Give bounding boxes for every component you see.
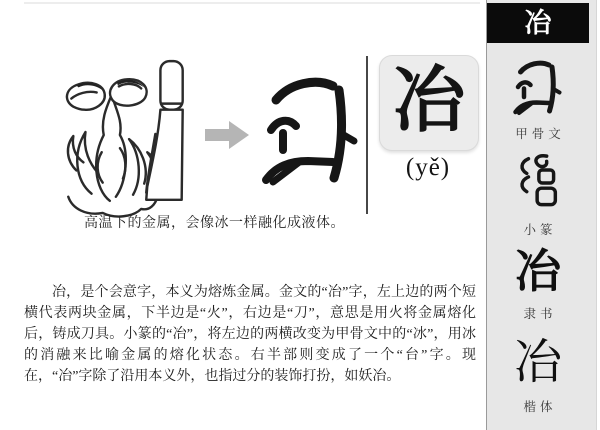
oracle-bone-glyph: [509, 52, 567, 122]
right-arrow-icon: [205, 119, 251, 151]
glyph-divider: [366, 56, 368, 214]
modern-char: 冶: [392, 61, 465, 141]
script-label-small-seal: 小篆: [523, 223, 557, 237]
script-entry-kaiti: [487, 334, 589, 392]
sidebar-header: [487, 3, 589, 43]
illustration-caption: 高温下的金属，会像冰一样融化成液体。: [84, 216, 345, 231]
script-entry-lishu: [487, 244, 589, 300]
kaiti-char: 冶: [513, 336, 562, 389]
bronze-script-glyph: [256, 60, 366, 200]
pinyin: (yě): [405, 154, 451, 181]
lishu-char: 冶: [515, 246, 561, 297]
small-seal-glyph: [512, 150, 564, 216]
script-entry-oracle-bone: [487, 52, 589, 122]
script-label-kaiti: 楷体: [523, 400, 557, 414]
sidebar: [486, 0, 597, 430]
smelting-illustration: [46, 48, 208, 220]
script-label-lishu: 隶书: [523, 307, 557, 321]
script-entry-small-seal: [487, 150, 589, 216]
explanation-paragraph: 冶，是个会意字，本义为熔炼金属。金文的“冶”字，左上边的两个短横代表两块金属，下半边是“火”，右边是“刀”，意思是用火将金属熔化后，铸成刀具。小篆的“冶”，将左边的两横改变为甲骨文中的“冰”，用冰的消融来比喻金属的熔化状态。右半部则变成了一个“台”字。现在，“冶”字除了沿用本义外，也指过分的装饰打扮，如妖冶。: [24, 285, 476, 384]
sidebar-header-char: 冶: [524, 7, 552, 38]
knife-handle: [160, 61, 182, 110]
top-rule: [24, 2, 480, 4]
modern-char-box: [379, 55, 479, 151]
script-label-oracle-bone: 甲骨文: [515, 127, 565, 141]
